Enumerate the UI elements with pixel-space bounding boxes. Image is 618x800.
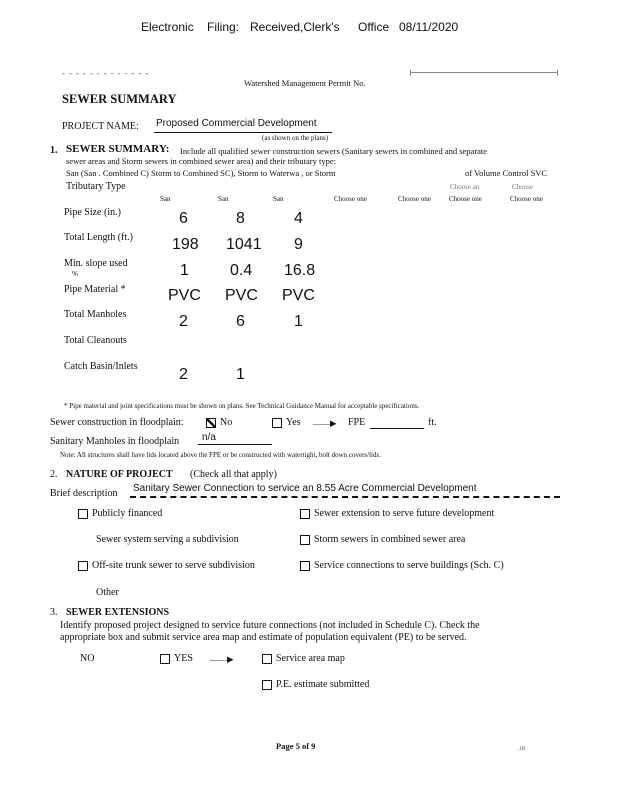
service-connections-checkbox[interactable] (300, 561, 310, 571)
col-head-3[interactable]: San (273, 195, 284, 203)
pipe-material-2[interactable]: PVC (225, 287, 258, 304)
row-label-total-cleanouts: Total Cleanouts (64, 335, 127, 346)
section1-heading: SEWER SUMMARY: (66, 143, 170, 155)
brief-description-line (130, 496, 560, 498)
section2-heading-note: (Check all that apply) (190, 469, 277, 480)
fpe-field[interactable] (370, 428, 424, 429)
section3-text2: appropriate box and submit service area map and estimate of population equivalent (PE) to be served. (60, 632, 467, 643)
header-filing: Filing: (207, 20, 240, 34)
permit-field-tick-right (557, 70, 558, 76)
brief-description-value[interactable]: Sanitary Sewer Connection to service an 8.55 Acre Commercial Development (133, 483, 477, 494)
floodplain-label: Sewer construction in floodplain: (50, 417, 184, 428)
option-subdivision: Sewer system serving a subdivision (96, 534, 239, 545)
total-length-3[interactable]: 9 (294, 236, 303, 253)
pipe-material-1[interactable]: PVC (168, 287, 201, 304)
total-manholes-3[interactable]: 1 (294, 313, 303, 330)
project-name-label: PROJECT NAME: (62, 121, 139, 132)
pe-estimate-checkbox[interactable] (262, 680, 272, 690)
section2-number: 2. (50, 469, 58, 480)
manholes-floodplain-line (198, 444, 272, 445)
min-slope-2[interactable]: 0.4 (230, 262, 253, 279)
extensions-arrow: ——▶ (210, 654, 234, 664)
pipe-material-3[interactable]: PVC (282, 287, 315, 304)
fpe-ft-label: ft. (428, 417, 437, 428)
header-office: Office (358, 20, 390, 34)
pe-estimate-label: P.E. estimate submitted (276, 679, 370, 690)
choose-faint-2: Choose (512, 183, 533, 191)
header-received: Received,Clerk's (250, 20, 340, 34)
total-manholes-2[interactable]: 6 (236, 313, 245, 330)
section1-text3: San (San . Combined C) Storm to Combined SC), Storm to Waterwa , or Storm (66, 168, 336, 178)
option-service-area-map[interactable] (262, 653, 345, 664)
choose-faint-1: Choose an (450, 183, 480, 191)
row-label-catch-basin: Catch Basin/Inlets (64, 361, 138, 372)
catch-basin-1[interactable]: 2 (179, 366, 188, 383)
pipe-material-footnote: * Pipe material and joint specifications must be shown on plans. See Technical Guidance Manual for acceptable specifications. (64, 402, 420, 410)
floodplain-no-label: No (220, 417, 233, 428)
offsite-trunk-checkbox[interactable] (78, 561, 88, 571)
row-label-pipe-size: Pipe Size (in.) (64, 207, 121, 218)
project-name-value[interactable]: Proposed Commercial Development (156, 118, 317, 129)
extensions-no[interactable]: NO (80, 653, 95, 664)
publicly-financed-checkbox[interactable] (78, 509, 88, 519)
col-head-6[interactable]: Choose one (449, 195, 482, 203)
footer-code: .ut (518, 744, 526, 752)
floodplain-no-checkbox[interactable] (206, 418, 216, 428)
storm-sewers-label: Storm sewers in combined sewer area (314, 534, 466, 545)
brief-description-label: Brief description (50, 488, 118, 499)
offsite-trunk-label: Off-site trunk sewer to serve subdivision (92, 560, 255, 571)
floodplain-yes[interactable] (272, 417, 301, 428)
section1-text3b: of Volume Control SVC (465, 168, 548, 178)
min-slope-unit: % (72, 270, 78, 278)
sewer-extension-label: Sewer extension to serve future development (314, 508, 495, 519)
storm-sewers-checkbox[interactable] (300, 535, 310, 545)
option-storm-sewers[interactable] (300, 534, 465, 545)
header-date: 08/11/2020 (399, 20, 459, 34)
section3-text1: Identify proposed project designed to service future connections (not included in Schedule C). Check the (60, 620, 480, 631)
catch-basin-2[interactable]: 1 (236, 366, 245, 383)
floodplain-no[interactable] (206, 417, 232, 428)
option-pe-estimate[interactable] (262, 679, 369, 690)
row-label-pipe-material: Pipe Material * (64, 284, 126, 295)
pipe-size-1[interactable]: 6 (179, 210, 188, 227)
project-name-line (154, 132, 332, 133)
page-title: SEWER SUMMARY (62, 92, 177, 106)
option-service-connections[interactable] (300, 560, 504, 571)
extensions-yes[interactable] (160, 653, 193, 664)
option-other: Other (96, 587, 119, 598)
publicly-financed-label: Publicly financed (92, 508, 163, 519)
section1-text1: Include all qualified sewer construction sewers (Sanitary sewers in combined and separate (180, 146, 488, 156)
sewer-extension-checkbox[interactable] (300, 509, 310, 519)
fpe-label: FPE (348, 417, 366, 428)
total-manholes-1[interactable]: 2 (179, 313, 188, 330)
manholes-floodplain-label: Sanitary Manholes in floodplain (50, 436, 180, 447)
floodplain-note: Note: All structures shall have lids located above the FPE or be constructed with watertight, bolt down covers/lids. (60, 451, 381, 459)
pipe-size-3[interactable]: 4 (294, 210, 303, 227)
permit-label: Watershed Management Permit No. (244, 78, 366, 88)
min-slope-1[interactable]: 1 (180, 262, 189, 279)
tributary-type-label: Tributary Type (66, 181, 126, 192)
permit-field-tick-left (410, 70, 411, 76)
floodplain-yes-checkbox[interactable] (272, 418, 282, 428)
section1-text2: sewer areas and Storm sewers in combined sewer area) and their tributary type: (66, 156, 337, 166)
total-length-2[interactable]: 1041 (226, 236, 262, 253)
service-area-map-checkbox[interactable] (262, 654, 272, 664)
min-slope-3[interactable]: 16.8 (284, 262, 316, 279)
option-sewer-extension[interactable] (300, 508, 494, 519)
section2-heading: NATURE OF PROJECT (66, 469, 173, 480)
floodplain-yes-label: Yes (286, 417, 301, 428)
page-number: Page 5 of 9 (276, 741, 316, 751)
col-head-7[interactable]: Choose one (510, 195, 543, 203)
header-electronic: Electronic (141, 20, 194, 34)
row-label-min-slope: Min. slope used (64, 258, 128, 269)
permit-field[interactable] (410, 72, 558, 73)
option-offsite-trunk[interactable] (78, 560, 255, 571)
extensions-yes-checkbox[interactable] (160, 654, 170, 664)
service-connections-label: Service connections to serve buildings (Sch. C) (314, 560, 504, 571)
floodplain-arrow: ——▶ (313, 418, 337, 428)
col-head-1[interactable]: San (160, 195, 171, 203)
col-head-2[interactable]: San (218, 195, 229, 203)
row-label-total-manholes: Total Manholes (64, 309, 127, 320)
option-publicly-financed[interactable] (78, 508, 162, 519)
extensions-yes-label: YES (174, 653, 193, 664)
manholes-floodplain-value[interactable]: n/a (202, 432, 216, 443)
total-length-1[interactable]: 198 (172, 236, 199, 253)
section3-heading: SEWER EXTENSIONS (66, 607, 170, 618)
service-area-map-label: Service area map (276, 653, 345, 664)
project-name-note: (as shown on the plans) (262, 134, 329, 142)
row-label-total-length: Total Length (ft.) (64, 232, 133, 243)
col-head-5[interactable]: Choose one (398, 195, 431, 203)
section3-number: 3. (50, 607, 58, 618)
section1-number: 1. (50, 145, 58, 156)
pipe-size-2[interactable]: 8 (236, 210, 245, 227)
top-fragment: - - - - - - - - - - - - - (62, 68, 150, 78)
col-head-4[interactable]: Choose one (334, 195, 367, 203)
